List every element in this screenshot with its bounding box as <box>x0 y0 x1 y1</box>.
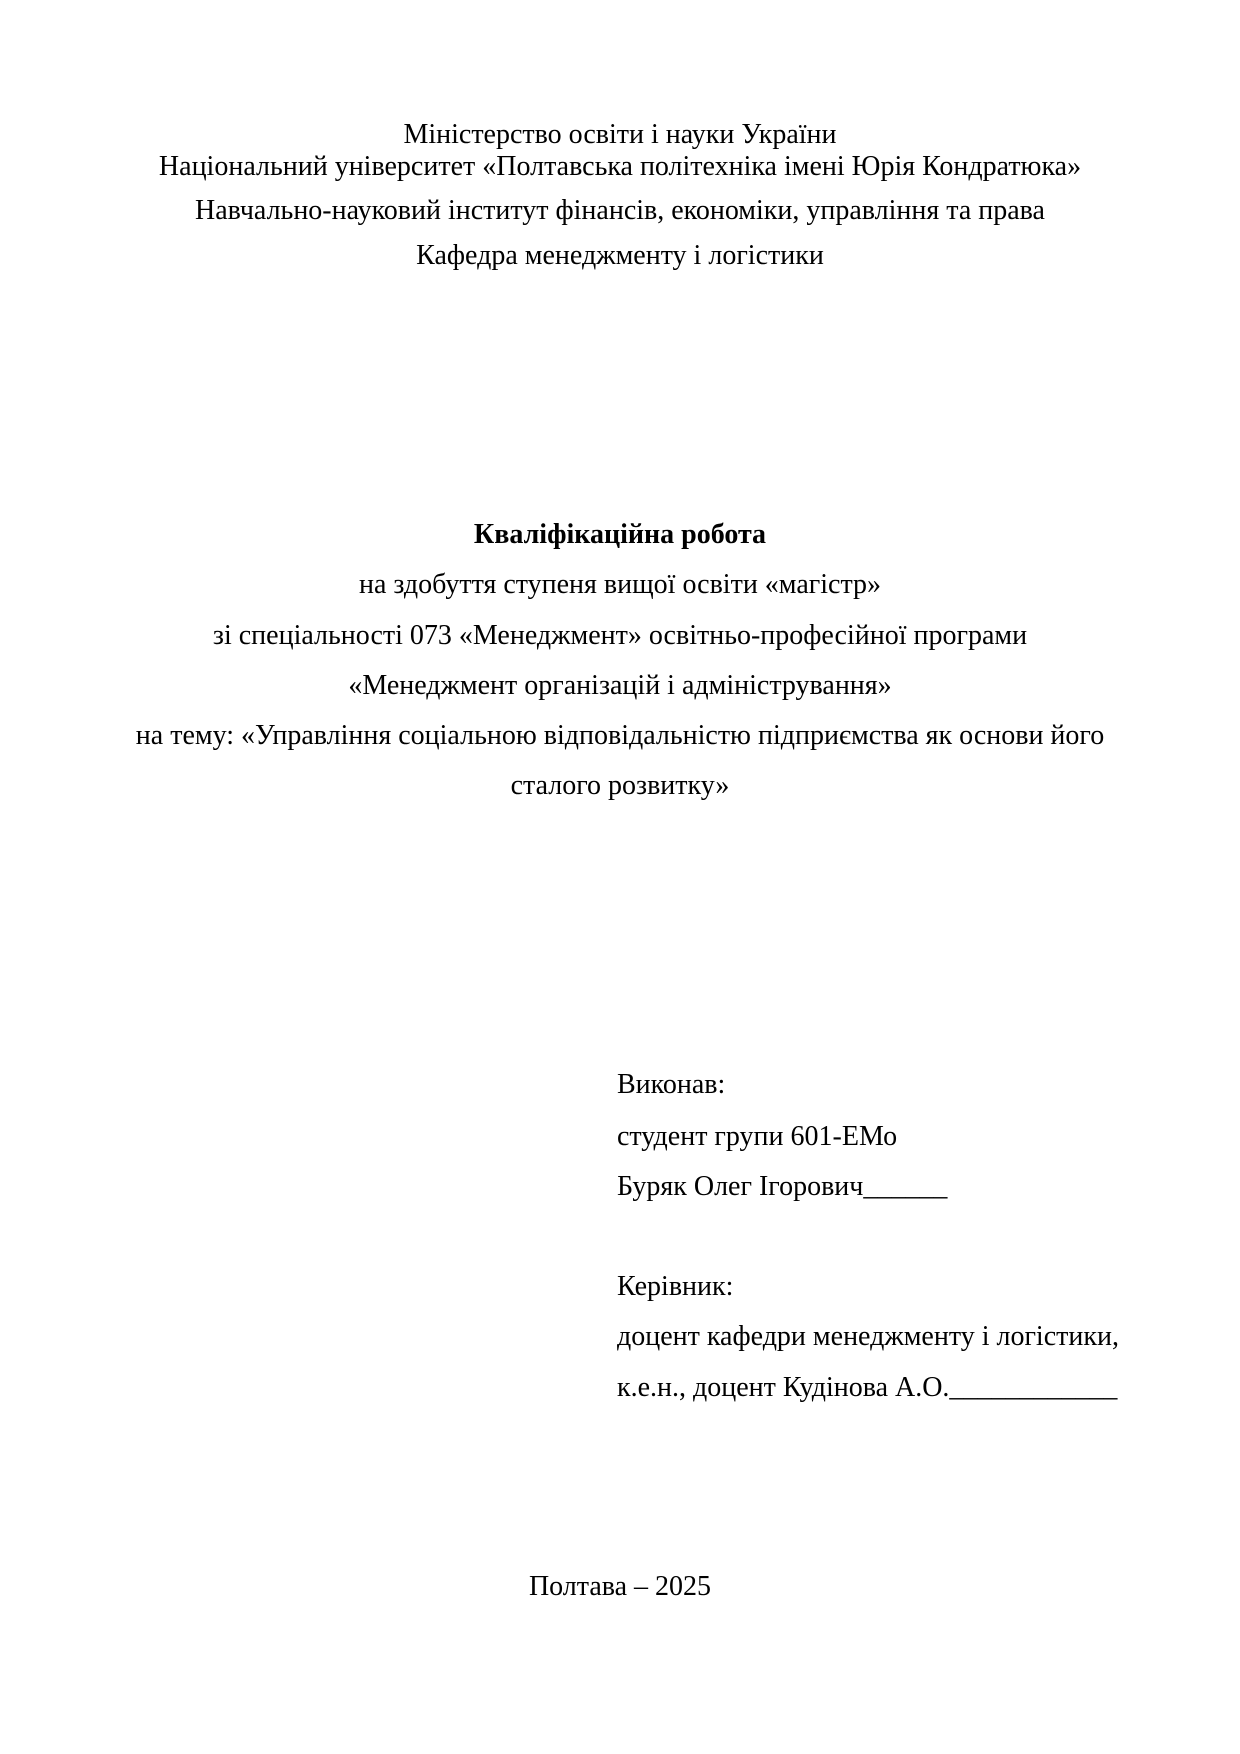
supervisor-label: Керівник: <box>617 1271 734 1302</box>
specialty-line: зі спеціальності 073 «Менеджмент» освітньо-професійної програми <box>212 620 1028 651</box>
author-name: Буряк Олег Ігорович______ <box>617 1171 948 1202</box>
work-title: Кваліфікаційна робота <box>473 519 767 550</box>
supervisor-position: доцент кафедри менеджменту і логістики, <box>617 1321 1119 1352</box>
institute-line: Навчально-науковий інститут фінансів, економіки, управління та права <box>195 195 1045 226</box>
ministry-line: Міністерство освіти і науки України <box>403 119 837 150</box>
author-group: студент групи 601-ЕМо <box>617 1121 898 1152</box>
topic-line-2: сталого розвитку» <box>510 770 730 801</box>
author-label: Виконав: <box>617 1069 726 1100</box>
supervisor-name: к.е.н., доцент Кудінова А.О.____________ <box>617 1372 1118 1403</box>
topic-line-1: на тему: «Управління соціальною відповідальністю підприємства як основи його <box>135 720 1105 751</box>
program-line: «Менеджмент організацій і адміністрування» <box>348 670 892 701</box>
degree-line: на здобуття ступеня вищої освіти «магістр» <box>358 569 882 600</box>
department-line: Кафедра менеджменту і логістики <box>416 240 824 271</box>
city-year: Полтава – 2025 <box>528 1571 712 1602</box>
university-line: Національний університет «Полтавська політехніка імені Юрія Кондратюка» <box>158 151 1082 182</box>
